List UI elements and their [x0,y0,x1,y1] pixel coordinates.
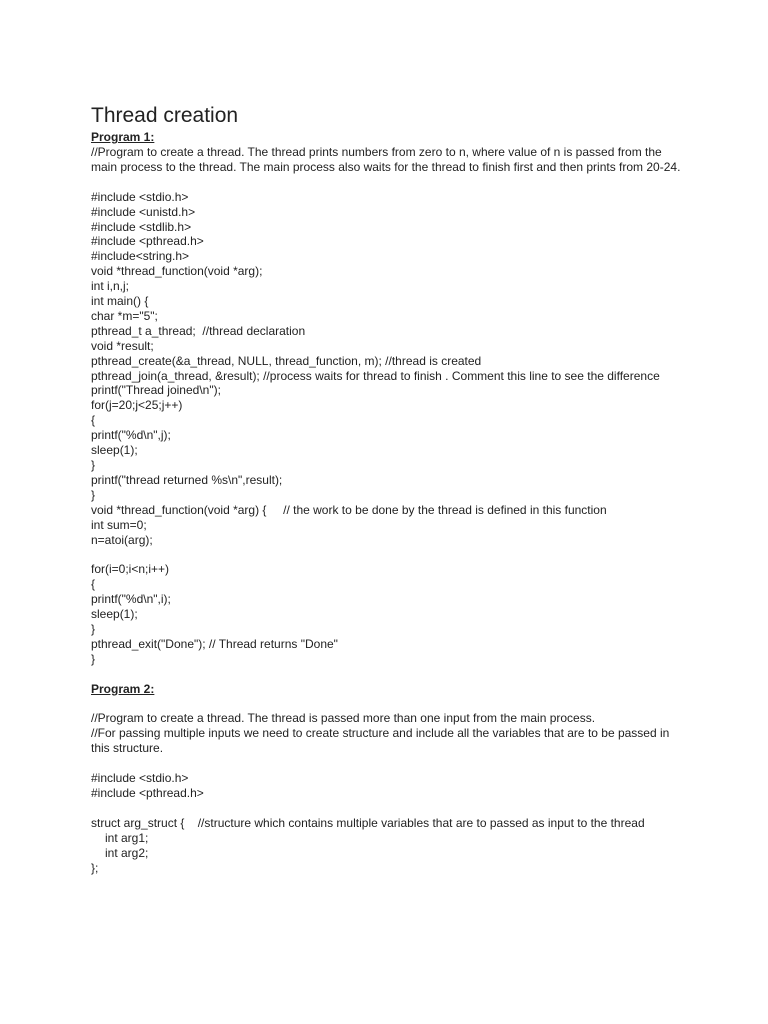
code-line: #include <pthread.h> [91,234,204,249]
code-line: pthread_exit("Done"); // Thread returns "Done" [91,636,338,651]
code-line: void *result; [91,338,154,353]
spacer [91,801,691,816]
code-line: #include<string.h> [91,249,190,264]
code-line: sleep(1); [91,443,138,458]
spacer [91,175,691,190]
code-line: #include <pthread.h> [91,785,204,800]
document-page [91,102,691,875]
code-line: pthread_create(&a_thread, NULL, thread_function, m); //thread is created [91,353,482,368]
code-line: struct arg_struct { //structure which contains multiple variables that are to passed as input to the thread [91,815,645,830]
code-line: } [91,487,96,502]
code-line: #include <unistd.h> [91,204,196,219]
program-2-description-2: //For passing multiple inputs we need to create structure and include all the variables that are to be passed in this structure. [91,726,673,756]
code-line: printf("%d\n",j); [91,428,171,443]
code-line: int sum=0; [91,517,147,532]
program-1-description: //Program to create a thread. The thread prints numbers from zero to n, where value of n is passed from the main process to the thread. The main process also waits for the thread to finish first and then prints from 20-24. [91,145,681,174]
code-line: for(j=20;j<25;j++) [91,398,183,413]
program-2-heading: Program 2: [91,681,155,696]
code-line: for(i=0;i<n;i++) [91,562,170,577]
spacer [91,667,691,682]
code-line: }; [91,860,99,875]
code-line: printf("%d\n",i); [91,592,171,607]
code-line: } [91,621,96,636]
program-1-code [91,190,691,667]
code-line: int arg2; [105,845,149,860]
code-line: char *m="5"; [91,308,158,323]
spacer [91,697,691,712]
code-line: pthread_join(a_thread, &result); //process waits for thread to finish . Comment this line to see the difference [91,368,660,383]
code-line: } [91,458,96,473]
code-line: int i,n,j; [91,279,130,294]
code-line: #include <stdio.h> [91,771,189,786]
code-line: #include <stdlib.h> [91,219,192,234]
code-line: #include <stdio.h> [91,189,189,204]
spacer [91,756,691,771]
page-title: Thread creation [91,104,239,127]
program-1-heading: Program 1: [91,130,155,144]
code-line: sleep(1); [91,607,138,622]
code-line: n=atoi(arg); [91,532,153,547]
code-line: int main() { [91,294,149,309]
code-line: printf("thread returned %s\n",result); [91,472,283,487]
code-line: printf("Thread joined\n"); [91,383,221,398]
spacer [91,547,691,562]
code-line: void *thread_function(void *arg) { // the work to be done by the thread is defined in this function [91,502,607,517]
code-line: } [91,651,96,666]
program-2-description-1: //Program to create a thread. The thread is passed more than one input from the main process. [91,711,596,726]
code-line: { [91,577,96,592]
code-line: int arg1; [105,830,149,845]
program-2-code [91,771,691,875]
code-line: void *thread_function(void *arg); [91,264,263,279]
code-line: pthread_t a_thread; //thread declaration [91,323,306,338]
code-line: { [91,413,96,428]
